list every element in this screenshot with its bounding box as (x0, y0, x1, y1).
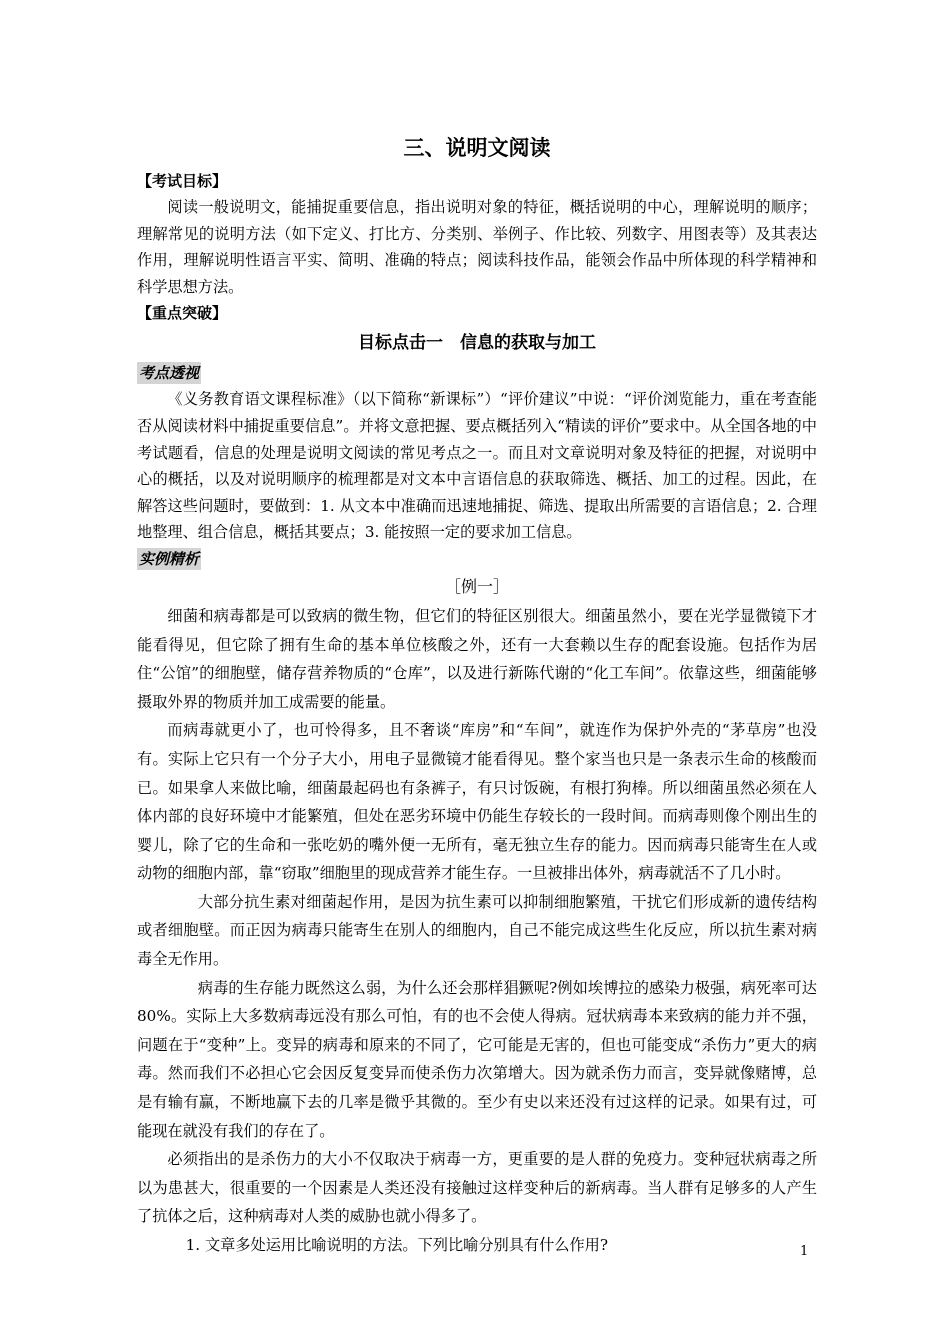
document-page (137, 128, 817, 1278)
example-label: ［例一］ (444, 576, 509, 596)
focus-heading: 【重点突破】 (137, 304, 228, 323)
goal-text: 阅读一般说明文，能捕捉重要信息，指出说明对象的特征，概括说明的中心，理解说明的顺序；理解常见的说明方法（如下定义、打比方、分类别、举例子、作比较、列数字、用图表等）及其表达作用，理解说明性语言平实、简明、准确的特点；阅读科技作品，能领会作品中所体现的科学精神和科学思想方法。 (137, 198, 817, 296)
insight-text: 《义务教育语文课程标准》（以下简称“新课标”）“评价建议”中说：“评价浏览能力，重在考查能否从阅读材料中捕捉重要信息”。并将文意把握、要点概括列入“精读的评价”要求中。从全国各地的中考试题看，信息的处理是说明文阅读的常见考点之一。而且对文章说明对象及特征的把握，对说明中心的概括，以及对说明顺序的梳理都是对文本中言语信息的获取筛选、概括、加工的过程。因此，在解答这些问题时，要做到：1. 从文本中准确而迅速地捕捉、筛选、提取出所需要的言语信息；2. 合理地整理、组合信息，概括其要点；3. 能按照一定的要求加工信息。 (137, 390, 817, 542)
example-paragraph: 必须指出的是杀伤力的大小不仅取决于病毒一方，更重要的是人群的免疫力。变种冠状病毒之所以为患甚大，很重要的一个因素是人类还没有接触过这样变种后的新病毒。当人群有足够多的人产生了抗体之后，这种病毒对人类的威胁也就小得多了。 (137, 1150, 817, 1226)
insight-label: 考点透视 (139, 364, 200, 383)
analysis-label: 实例精析 (139, 549, 200, 568)
example-paragraph: 大部分抗生素对细菌起作用，是因为抗生素可以抑制细胞繁殖，干扰它们形成新的遗传结构或者细胞壁。而正因为病毒只能寄生在别人的细胞内，自己不能完成这些生化反应，所以抗生素对病毒全无作用。 (137, 892, 817, 969)
analysis-label-line (137, 546, 817, 572)
example-paragraph: 病毒的生存能力既然这么弱，为什么还会那样猖獗呢?例如埃博拉的感染力极强，病死率可达80%。实际上大多数病毒远没有那么可怕，有的也不会使人得病。冠状病毒本来致病的能力并不强，问题在于“变种”上。变异的病毒和原来的不同了，它可能是无害的，但也可能变成“杀伤力”更大的病毒。然而我们不必担心它会因反复变异而使杀伤力次第增大。因为就杀伤力而言，变异就像赌博，总是有输有赢，不断地赢下去的几率是微乎其微的。至少有史以来还没有过这样的记录。如果有过，可能现在就没有我们的存在了。 (137, 978, 817, 1140)
example-paragraph: 细菌和病毒都是可以致病的微生物，但它们的特征区别很大。细菌虽然小，要在光学显微镜下才能看得见，但它除了拥有生命的基本单位核酸之外，还有一大套赖以生存的配套设施。包括作为居住“公馆”的细胞壁，储存营养物质的“仓库”，以及进行新陈代谢的“化工车间”。依靠这些，细菌能够摄取外界的物质并加工成需要的能量。 (137, 606, 817, 711)
page-number: 1 (800, 1244, 809, 1259)
target-title: 目标点击一 信息的获取与加工 (358, 333, 596, 354)
goal-heading: 【考试目标】 (137, 172, 228, 190)
insight-label-line (137, 360, 817, 386)
example-paragraph: 而病毒就更小了，也可怜得多，且不奢谈“库房”和“车间”，就连作为保护外壳的“茅草房”也没有。实际上它只有一个分子大小，用电子显微镜才能看得见。整个家当也只是一条表示生命的核酸而已。如果拿人来做比喻，细菌最起码也有条裤子，有只讨饭碗，有根打狗棒。所以细菌虽然必须在人体内部的良好环境中才能繁殖，但处在恶劣环境中仍能生存较长的一段时间。而病毒则像个刚出生的婴儿，除了它的生命和一张吃奶的嘴外便一无所有，毫无独立生存的能力。因而病毒只能寄生在人或动物的细胞内部，靠“窃取”细胞里的现成营养才能生存。一旦被排出体外，病毒就活不了几小时。 (137, 721, 817, 883)
question-1: 1. 文章多处运用比喻说明的方法。下列比喻分别具有什么作用? (185, 1236, 608, 1254)
page-title: 三、说明文阅读 (403, 136, 551, 160)
